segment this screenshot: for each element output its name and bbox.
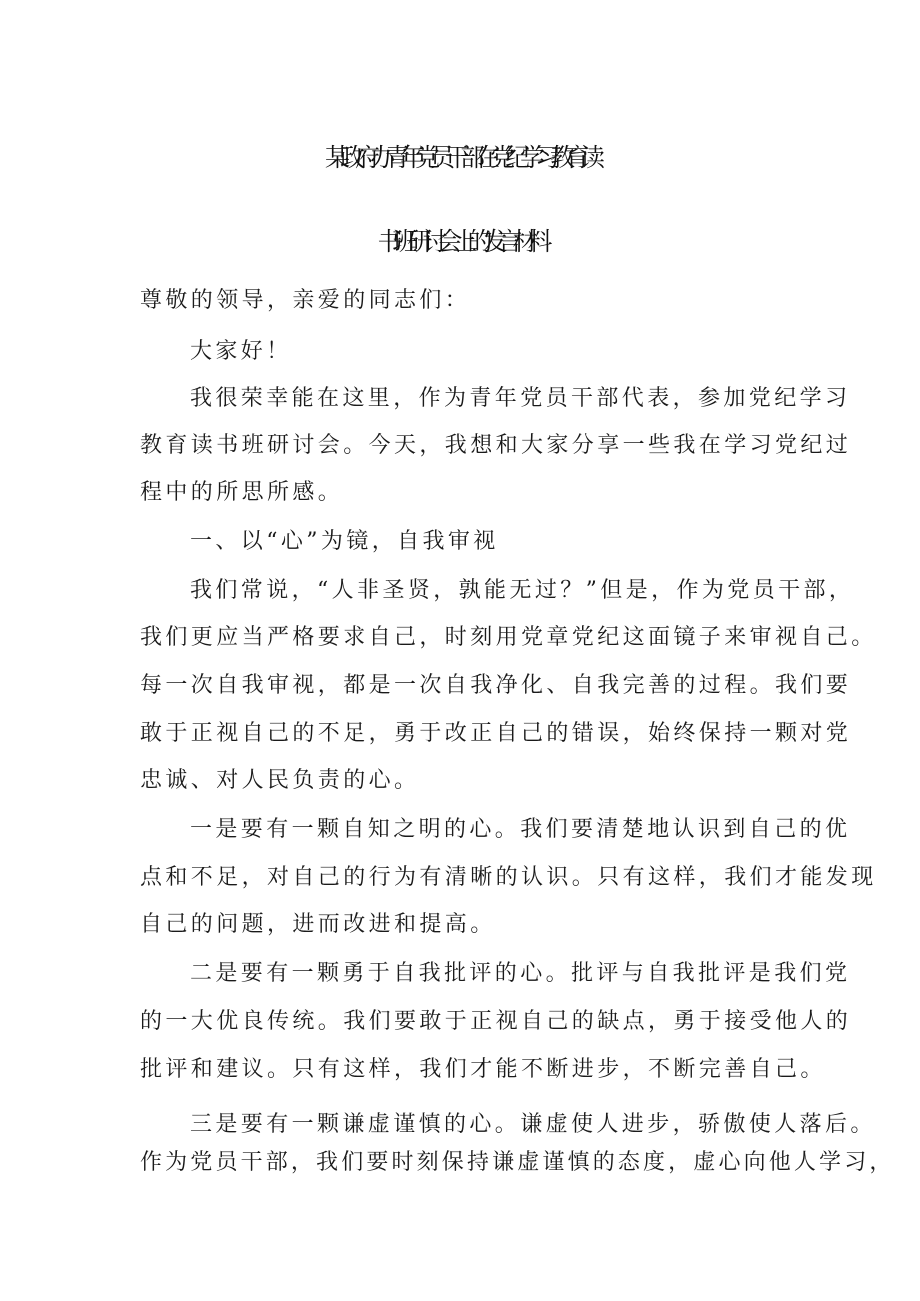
greeting: 大家好！ bbox=[190, 339, 292, 364]
paragraph-line: 作为党员干部，我们要时刻保持谦虚谨慎的态度，虚心向他人学习， bbox=[140, 1150, 895, 1175]
paragraph-line: 点和不足，对自己的行为有清晰的认识。只有这样，我们才能发现 bbox=[140, 865, 877, 890]
paragraph-line: 敢于正视自己的不足，勇于改正自己的错误，始终保持一颗对党 bbox=[140, 721, 852, 746]
paragraph-line: 我们更应当严格要求自己，时刻用党章党纪这面镜子来审视自己。 bbox=[140, 625, 877, 650]
paragraph-line: 的一大优良传统。我们要敢于正视自己的缺点，勇于接受他人的 bbox=[140, 1009, 852, 1034]
paragraph-line: 程中的所思所感。 bbox=[140, 480, 344, 505]
paragraph-line: 我很荣幸能在这里，作为青年党员干部代表，参加党纪学习 bbox=[190, 386, 851, 411]
paragraph-line: 二是要有一颗勇于自我批评的心。批评与自我批评是我们党 bbox=[190, 961, 851, 986]
title-line-2: 书班研讨会上的发言材料 bbox=[377, 227, 543, 256]
paragraph-line: 自己的问题，进而改进和提高。 bbox=[140, 912, 496, 937]
salutation: 尊敬的领导，亲爱的同志们： bbox=[140, 288, 471, 313]
paragraph-line: 教育读书班研讨会。今天，我想和大家分享一些我在学习党纪过 bbox=[140, 433, 852, 458]
paragraph-line: 一是要有一颗自知之明的心。我们要清楚地认识到自己的优 bbox=[190, 817, 851, 842]
paragraph-line: 三是要有一颗谦虚谨慎的心。谦虚使人进步，骄傲使人落后。 bbox=[190, 1112, 876, 1137]
paragraph-line: 每一次自我审视，都是一次自我净化、自我完善的过程。我们要 bbox=[140, 673, 852, 698]
paragraph-line: 忠诚、对人民负责的心。 bbox=[140, 768, 420, 793]
paragraph-line: 我们常说，“人非圣贤，孰能无过？”但是，作为党员干部， bbox=[190, 578, 855, 603]
section-heading: 一、以“心”为镜，自我审视 bbox=[190, 529, 499, 554]
title-line-1: 某政府办青年党员干部在党纪学习教育读 bbox=[324, 143, 595, 172]
paragraph-line: 批评和建议。只有这样，我们才能不断进步，不断完善自己。 bbox=[140, 1057, 826, 1082]
